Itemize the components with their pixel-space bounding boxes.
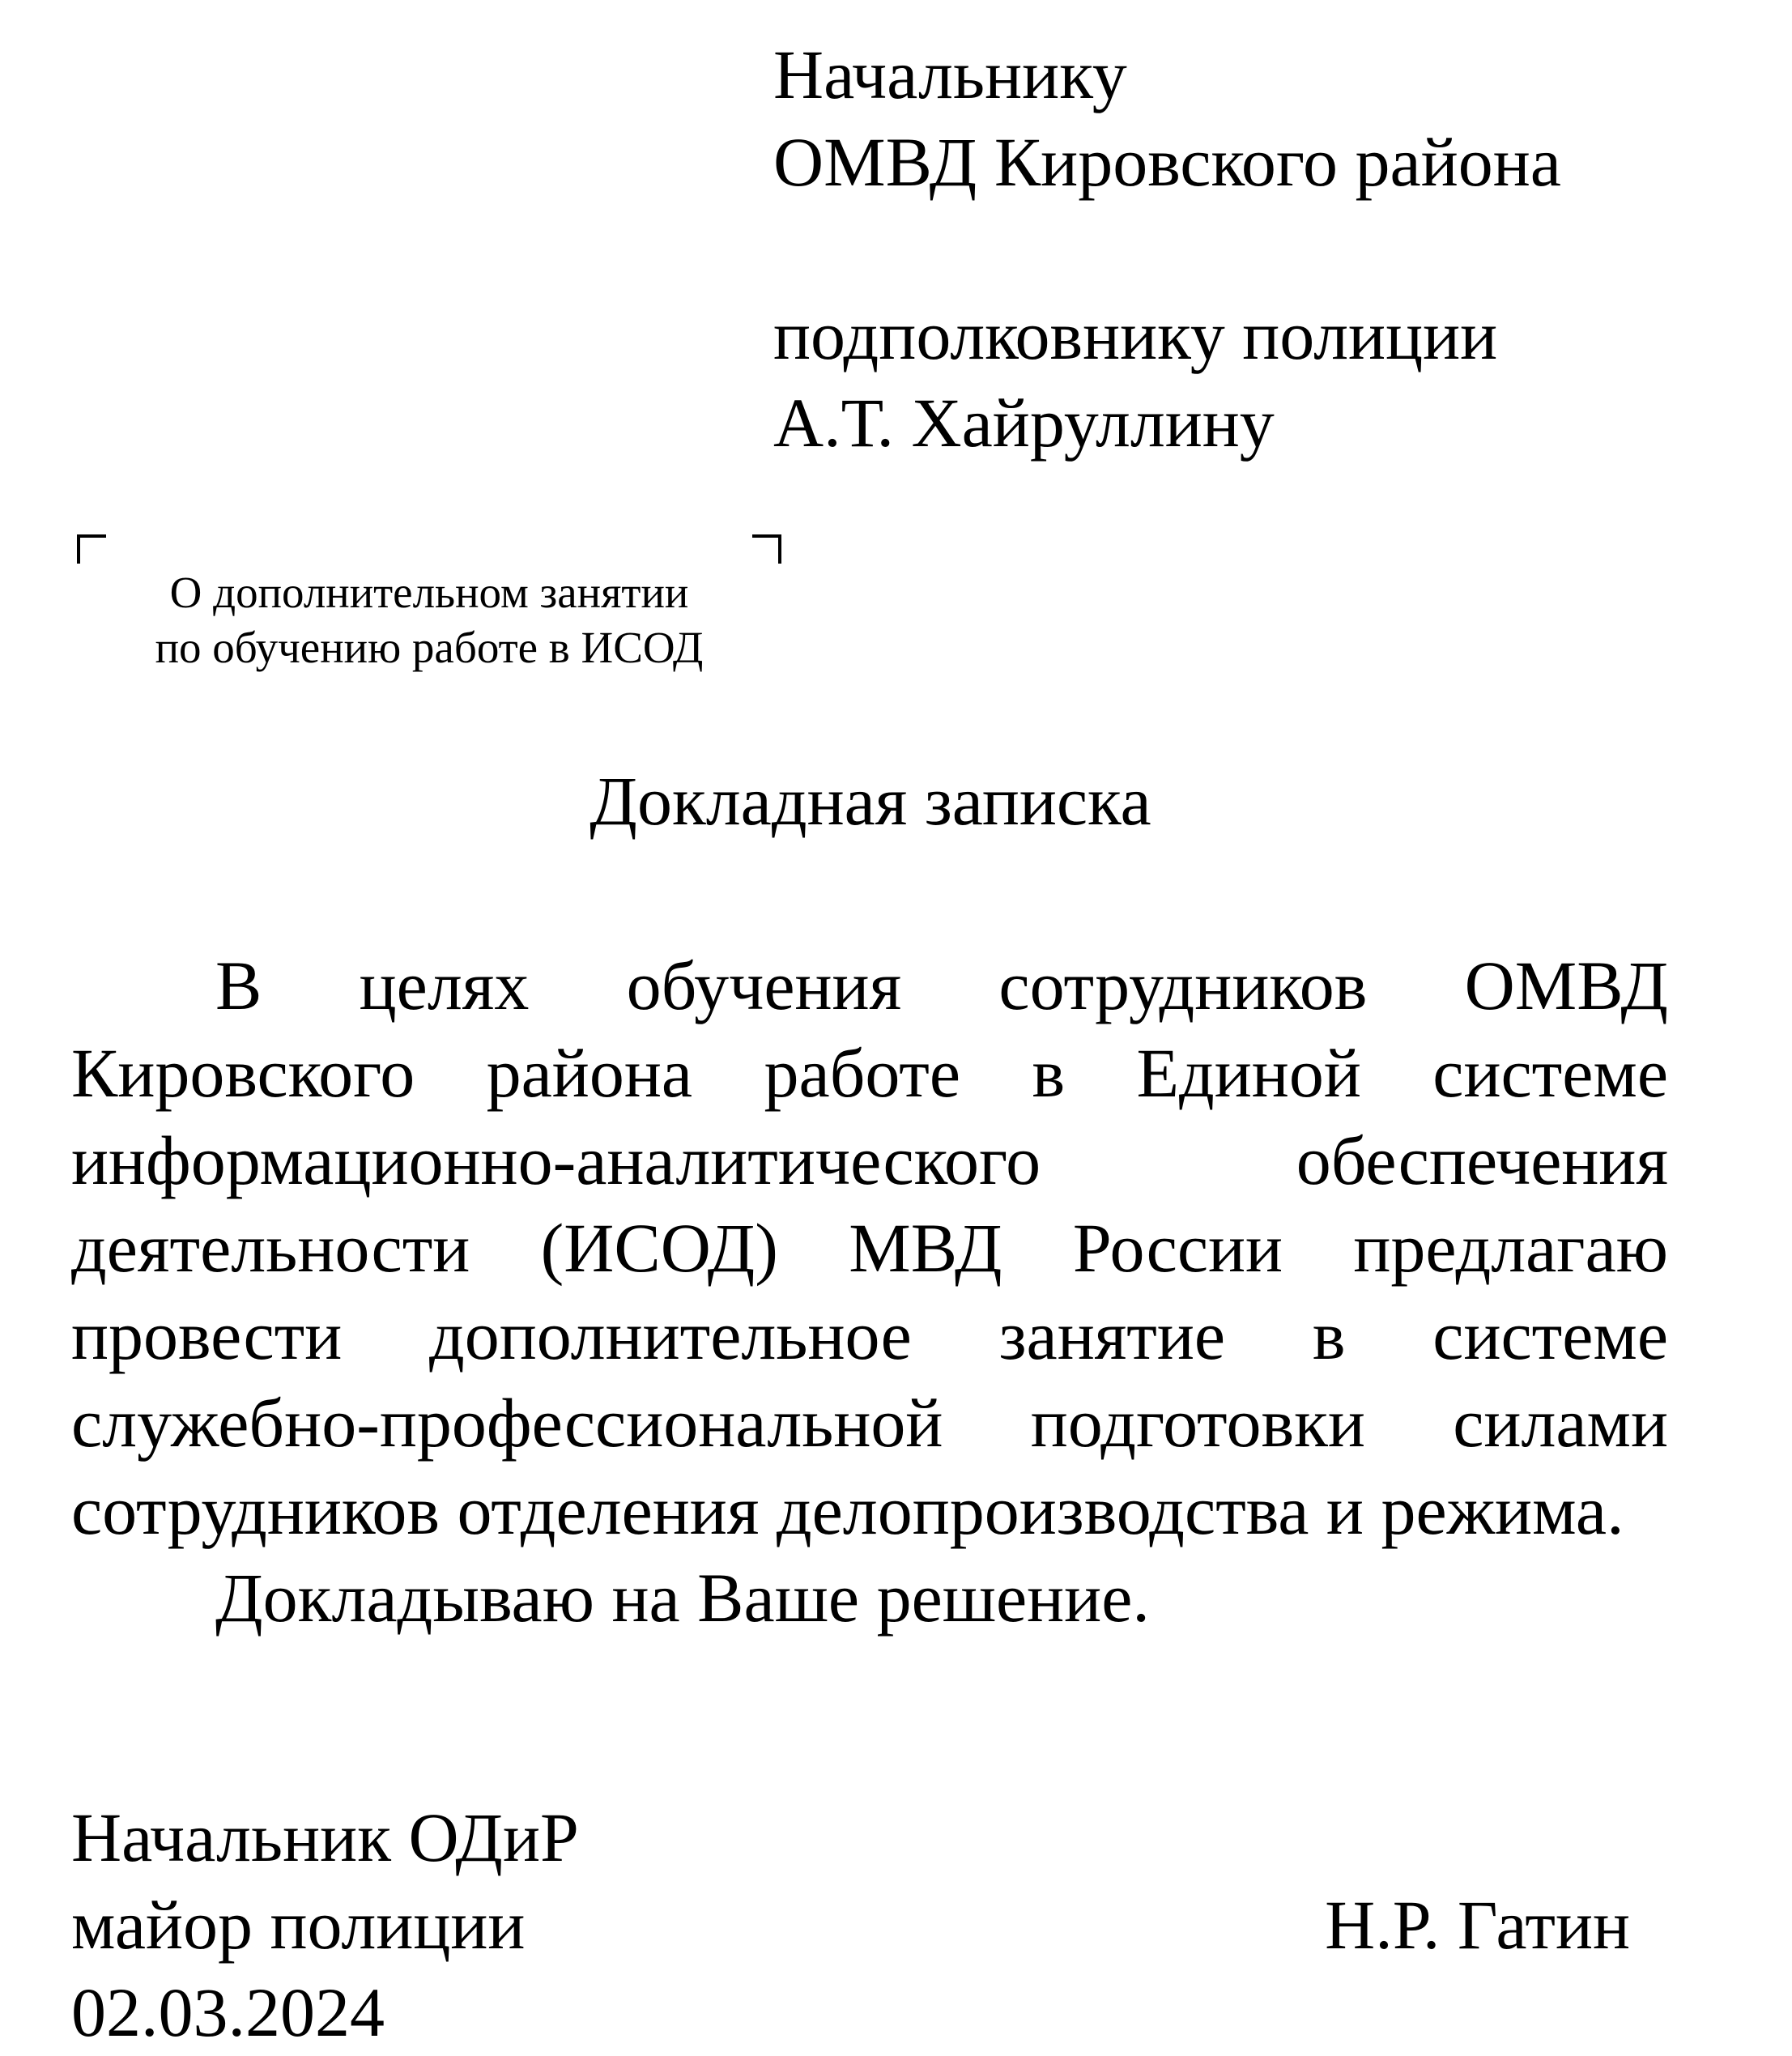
signature-date: 02.03.2024 bbox=[71, 1973, 385, 2051]
signature-block bbox=[71, 1794, 1630, 2056]
addressee-block bbox=[773, 31, 1561, 466]
addressee-line-1: Начальнику bbox=[773, 36, 1127, 113]
body-paragraph-1: В целях обучения сотрудников ОМВД Кировского района работе в Единой системе информационно-аналитического обеспечения деятельности (ИСОД) МВД России предлагаю провести дополнительное занятие в системе служебно-профессиональной подготовки силами сотрудников отделения делопроизводства и режима. bbox=[71, 947, 1668, 1549]
signature-rank: майор полиции bbox=[71, 1886, 526, 1964]
document-title: Докладная записка bbox=[590, 762, 1151, 840]
subject-text bbox=[77, 565, 781, 675]
signature-rank-row bbox=[71, 1881, 1630, 1969]
signature-position-row bbox=[71, 1794, 1630, 1881]
signature-name: Н.Р. Гатин bbox=[1325, 1886, 1630, 1964]
corner-bracket-top-left bbox=[77, 534, 106, 564]
document-body bbox=[71, 942, 1668, 1641]
addressee-line-4: А.Т. Хайруллину bbox=[773, 384, 1275, 462]
addressee-line-3: подполковнику полиции bbox=[773, 296, 1498, 374]
subject-line-2: по обучению работе в ИСОД bbox=[155, 623, 704, 672]
subject-line-1: О дополнительном занятии bbox=[169, 568, 689, 617]
addressee-line-2: ОМВД Кировского района bbox=[773, 123, 1561, 201]
signature-position: Начальник ОДиР bbox=[71, 1798, 579, 1876]
body-paragraph-2: Докладываю на Ваше решение. bbox=[215, 1559, 1150, 1637]
addressee-spacer bbox=[773, 206, 1561, 292]
corner-bracket-top-right bbox=[752, 534, 781, 564]
signature-date-row bbox=[71, 1969, 1630, 2056]
subject-block bbox=[77, 534, 781, 680]
